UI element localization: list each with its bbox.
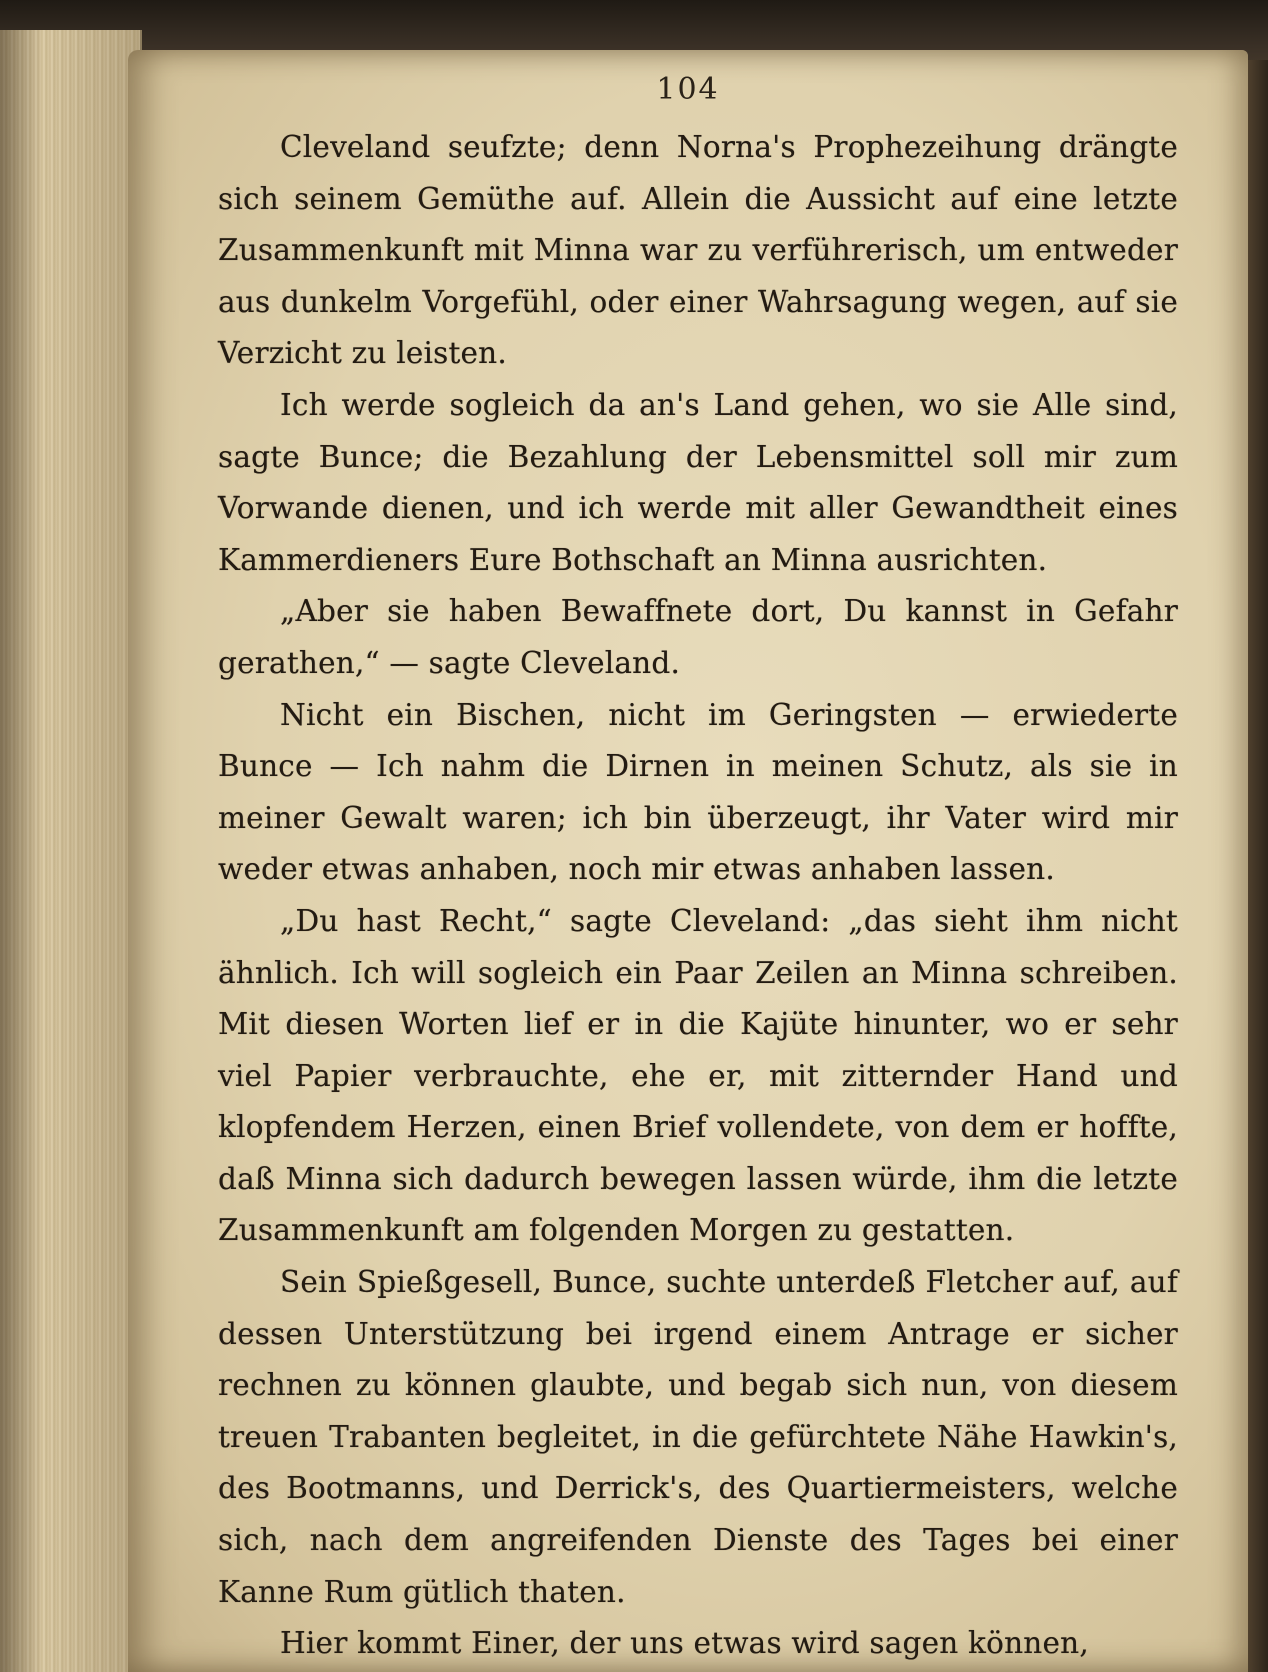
paragraph: Hier kommt Einer, der uns etwas wird sagen können, [280,1626,1089,1661]
paragraph: Cleveland seufzte; denn Norna's Prophezeihung drängte sich seinem Gemüthe auf. Allein die Aussicht auf eine letzte Zusammenkunft mit Minna war zu verführerisch, um entweder aus dunkelm Vorgefühl, oder einer Wahrsagung wegen, auf sie Verzicht zu leisten. [218,130,1178,371]
page-text [218,122,1178,1670]
page-number: 104 [656,72,720,107]
paragraph: Nicht ein Bischen, nicht im Geringsten — erwiederte Bunce — Ich nahm die Dirnen in meinen Schutz, als sie in meiner Gewalt waren; ich bin überzeugt, ihr Vater wird mir weder etwas anhaben, noch mir etwas anhaben lassen. [218,697,1178,887]
book-page [128,50,1248,1672]
paragraph: Sein Spießgesell, Bunce, suchte unterdeß Fletcher auf, auf dessen Unterstützung bei irgend einem Antrage er sicher rechnen zu können glaubte, und begab sich nun, von diesem treuen Trabanten begleitet, in die gefürchtete Nähe Hawkin's, des Bootmanns, und Derrick's, des Quartiermeisters, welche sich, nach dem angreifenden Dienste des Tages bei einer Kanne Rum gütlich thaten. [218,1265,1178,1609]
paragraph: „Aber sie haben Bewaffnete dort, Du kannst in Gefahr gerathen,“ — sagte Cleveland. [218,594,1178,680]
paragraph: Ich werde sogleich da an's Land gehen, wo sie Alle sind, sagte Bunce; die Bezahlung der Lebensmittel soll mir zum Vorwande dienen, und ich werde mit aller Gewandtheit eines Kammerdieners Eure Bothschaft an Minna ausrichten. [218,387,1178,577]
paragraph: „Du hast Recht,“ sagte Cleveland: „das sieht ihm nicht ähnlich. Ich will sogleich ein Paar Zeilen an Minna schreiben. Mit diesen Worten lief er in die Kajüte hinunter, wo er sehr viel Papier verbrauchte, ehe er, mit zitternder Hand und klopfendem Herzen, einen Brief vollendete, von dem er hoffte, daß Minna sich dadurch bewegen lassen würde, ihm die letzte Zusammenkunft am folgenden Morgen zu gestatten. [218,903,1178,1248]
page-stack-edge [0,30,142,1672]
